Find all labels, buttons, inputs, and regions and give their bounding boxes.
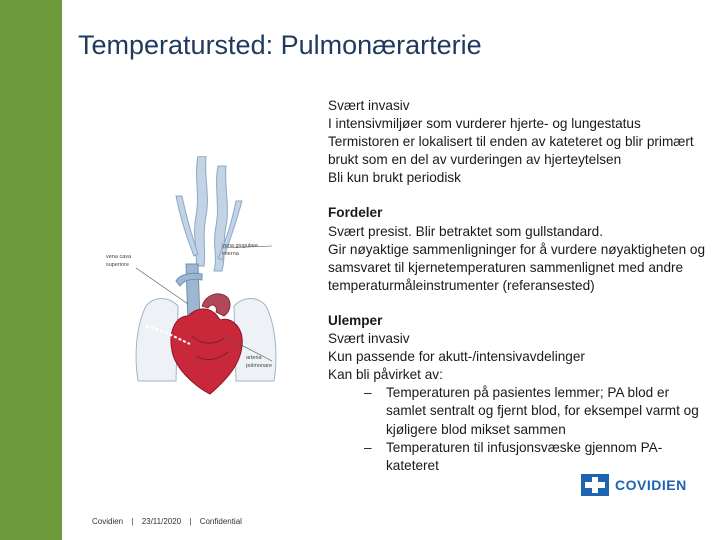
dash-bullet: – — [364, 439, 372, 455]
slide-title: Temperatursted: Pulmonærarterie — [78, 30, 482, 60]
dash-bullet: – — [364, 385, 372, 401]
intro-line: Termistoren er lokalisert til enden av kateteret og blir primært brukt som en del av vurderingen av hjerteytelsen — [328, 134, 694, 168]
disadvantages-line: Kun passende for akutt-/intensivavdelinger — [328, 349, 585, 365]
label-vena-cava-1: vena cava — [106, 254, 132, 260]
label-arteria-2: polmonare — [246, 363, 272, 369]
label-jugular-2: interna — [222, 251, 239, 257]
heart — [171, 294, 242, 394]
label-vena-cava-2: superiore — [106, 262, 129, 268]
advantages-line: Svært presist. Blir betraktet som gullstandard. — [328, 223, 604, 239]
label-arteria-1: arteria — [246, 355, 262, 361]
disadvantage-sub-item — [328, 439, 713, 475]
advantages-section — [328, 204, 713, 294]
footer — [92, 517, 248, 526]
disadvantages-line: Kan bli påvirket av: — [328, 367, 443, 383]
covidien-logo — [581, 474, 687, 496]
intro-line: Svært invasiv — [328, 98, 410, 113]
accent-side-bar — [0, 0, 62, 540]
disadvantages-section — [328, 312, 713, 475]
advantages-line: Gir nøyaktige sammenligninger for å vurdere nøyaktigheten og samsvaret til kjernetemperaturen sammenlignet med andre temperaturmåleinstrumenter (referansested) — [328, 241, 706, 293]
label-jugular-1: vena giugulare — [222, 243, 259, 249]
intro-line: I intensivmiljøer som vurderer hjerte- og lungestatus — [328, 116, 641, 132]
footer-confidentiality: Confidential — [199, 517, 242, 526]
disadvantage-sub-item — [328, 384, 713, 438]
footer-separator: | — [131, 517, 134, 526]
advantages-heading: Fordeler — [328, 205, 383, 221]
footer-company: Covidien — [92, 517, 124, 526]
disadvantages-heading: Ulemper — [328, 312, 383, 328]
intro-line: Bli kun brukt periodisk — [328, 170, 461, 186]
sub-item-text: Temperaturen på pasientes lemmer; PA blod er samlet sentralt og fjernt blod, for eksempel varmt og kjøligere blod mikset sammen — [386, 385, 699, 437]
heart-circulation-illustration — [106, 156, 306, 396]
footer-date: 23/11/2020 — [141, 517, 182, 526]
slide-content — [328, 97, 713, 492]
sub-item-text: Temperaturen til infusjonsvæske gjennom PA-kateteret — [386, 439, 663, 473]
footer-separator: | — [189, 517, 192, 526]
disadvantages-line: Svært invasiv — [328, 331, 410, 347]
covidien-cross-icon — [581, 474, 609, 496]
intro-section — [328, 97, 713, 187]
logo-text: COVIDIEN — [615, 477, 687, 493]
